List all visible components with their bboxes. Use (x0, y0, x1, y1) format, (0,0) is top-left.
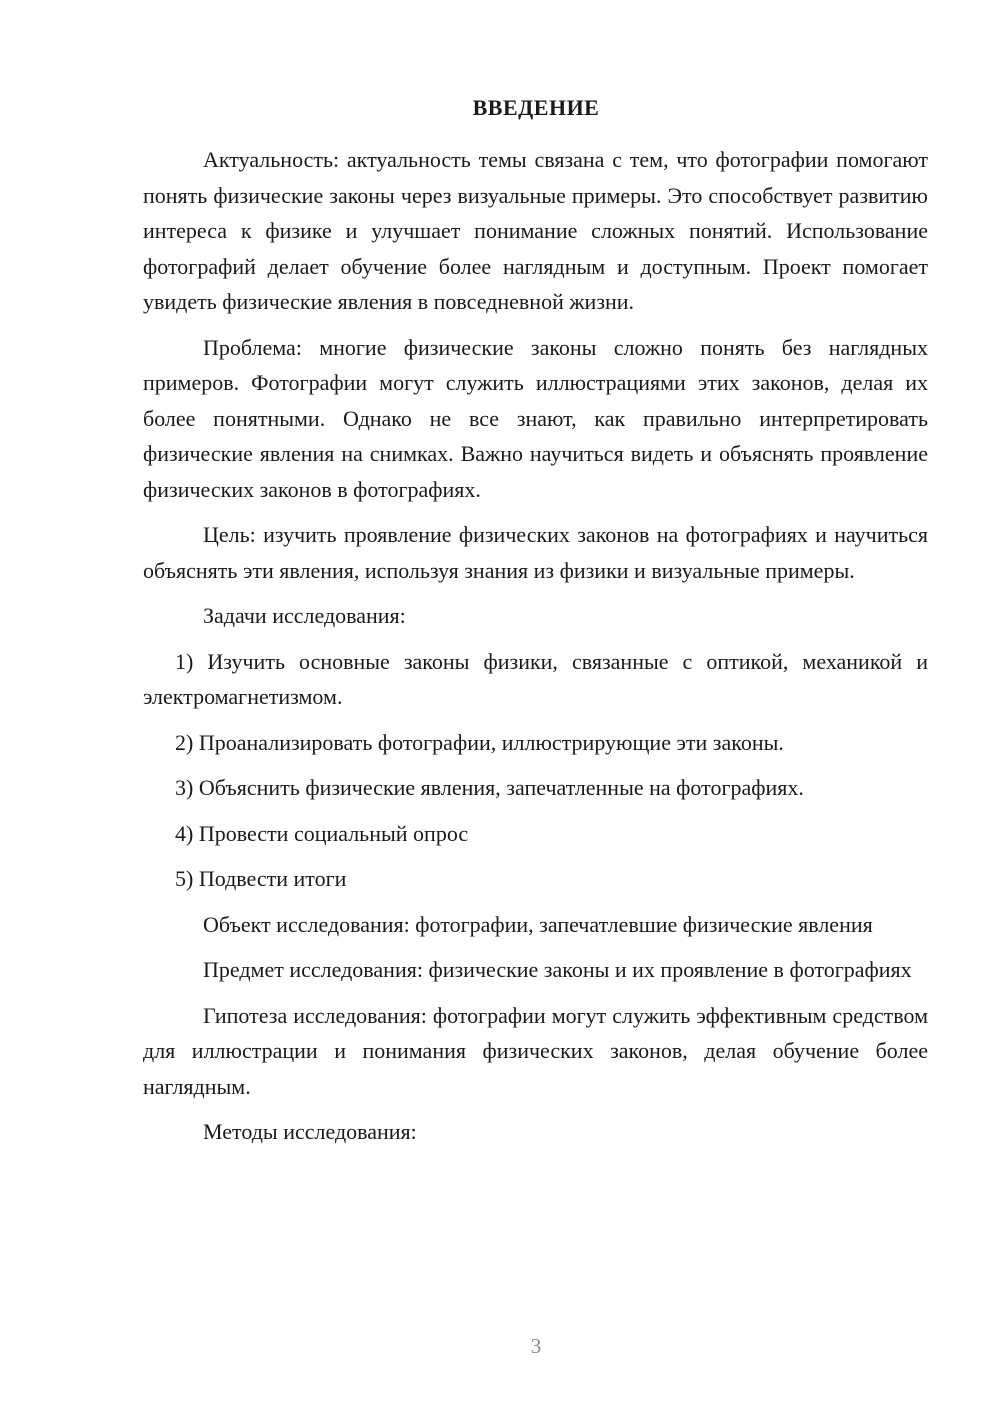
page-number: 3 (530, 1334, 542, 1358)
section-title: ВВЕДЕНИЕ (472, 95, 600, 120)
hypothesis-paragraph: Гипотеза исследования: фотографии могут служить эффективным средством для иллюстрации и понимания физических законов, делая обучение более наглядным. (143, 1002, 928, 1099)
task-item: 5) Подвести итоги (175, 866, 347, 891)
methods-heading: Методы исследования: (203, 1119, 417, 1144)
task-item: 3) Объяснить физические явления, запечатленные на фотографиях. (175, 775, 804, 800)
task-item: 2) Проанализировать фотографии, иллюстрирующие эти законы. (175, 729, 784, 755)
goal-paragraph: Цель: изучить проявление физических законов на фотографиях и научиться объяснять эти явления, используя знания из физики и визуальные примеры. (143, 522, 928, 583)
tasks-heading: Задачи исследования: (203, 603, 406, 628)
object-paragraph: Объект исследования: фотографии, запечатлевшие физические явления (203, 911, 873, 937)
task-item: 1) Изучить основные законы физики, связанные с оптикой, механикой и электромагнетизмом. (143, 648, 928, 709)
task-item: 4) Провести социальный опрос (175, 820, 469, 846)
problem-paragraph: Проблема: многие физические законы сложно понять без наглядных примеров. Фотографии могут служить иллюстрациями этих законов, делая их более понятными. Однако не все знают, как правильно интерпретировать физические явления на снимках. Важно научиться видеть и объяснять проявление физических законов в фотографиях. (143, 334, 928, 502)
subject-paragraph: Предмет исследования: физические законы и их проявление в фотографиях (203, 957, 912, 982)
relevance-paragraph: Актуальность: актуальность темы связана с тем, что фотографии помогают понять физические законы через визуальные примеры. Это способствует развитию интереса к физике и улучшает понимание сложных понятий. Использование фотографий делает обучение более наглядным и доступным. Проект помогает увидеть физические явления в повседневной жизни. (143, 147, 928, 314)
document-body (143, 142, 928, 1160)
